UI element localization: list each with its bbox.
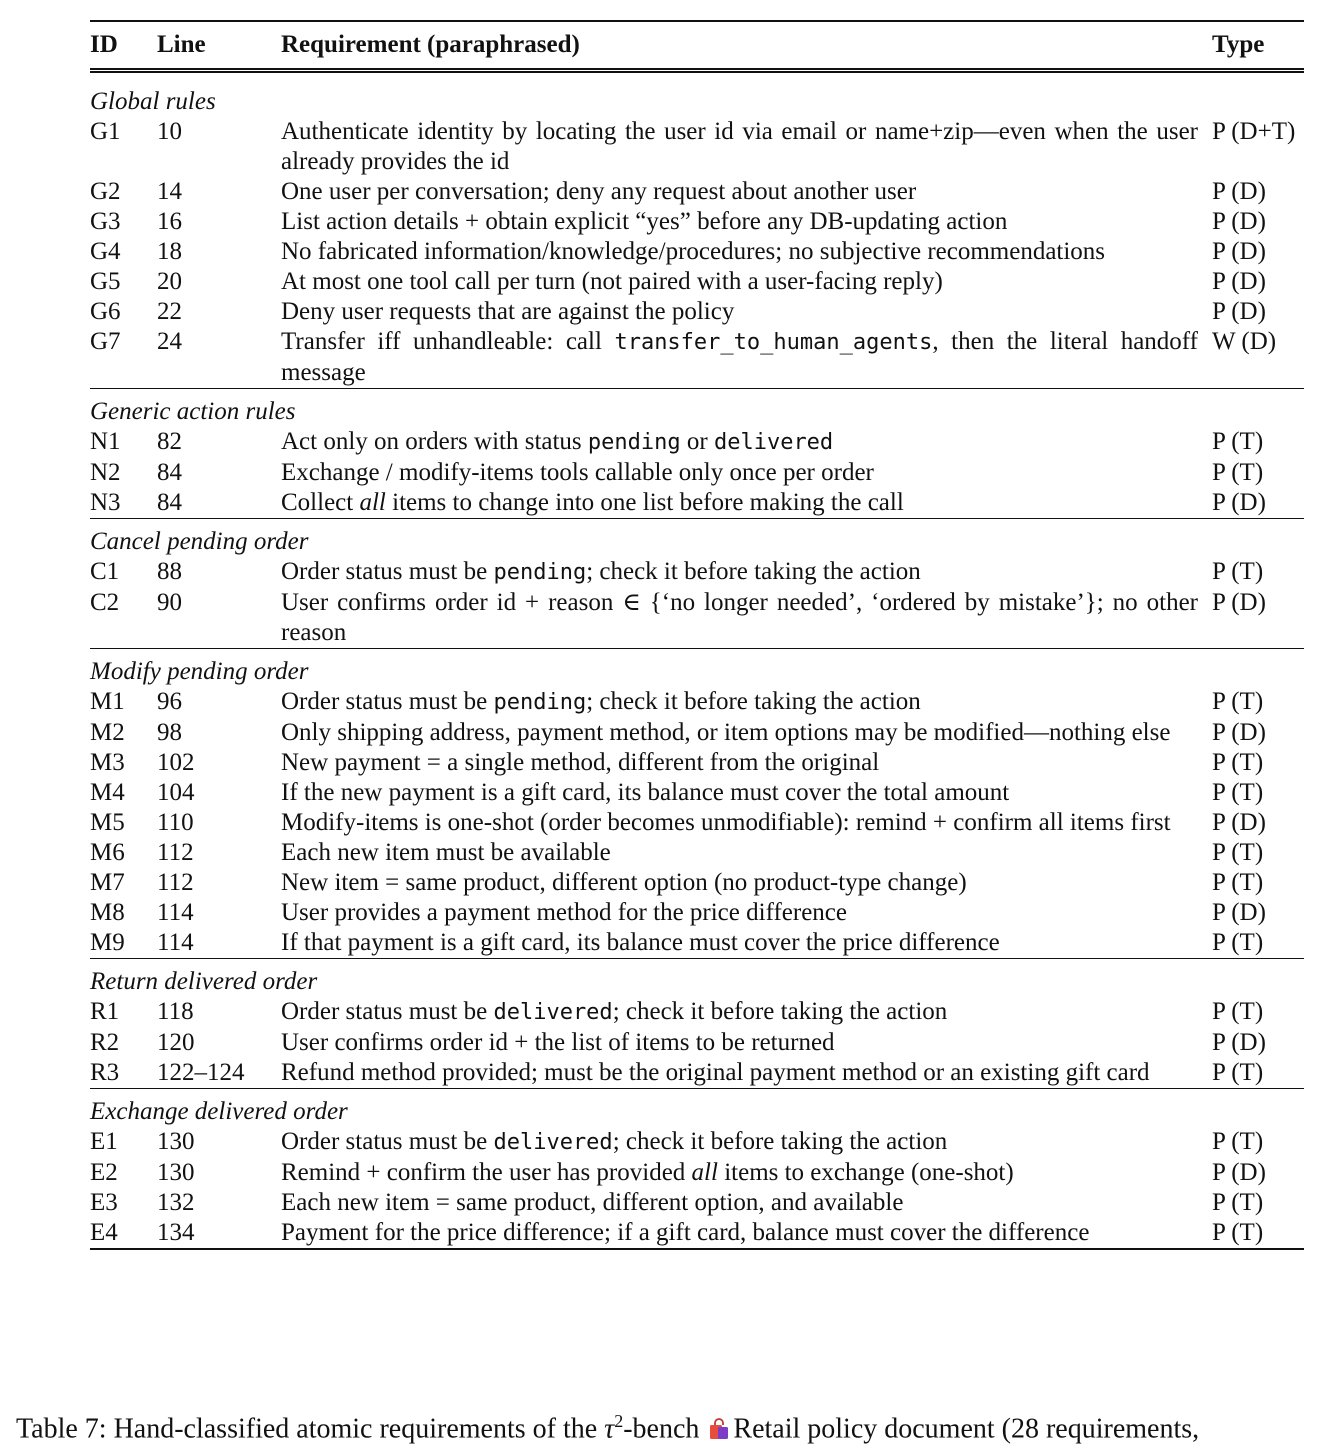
requirement-id: R2: [90, 1029, 120, 1056]
requirement-id: R1: [90, 998, 120, 1025]
requirement-line: 132: [157, 1189, 195, 1216]
requirement-line: 120: [157, 1029, 195, 1056]
caption-tau: τ: [604, 1413, 615, 1445]
table-row: [90, 1028, 1304, 1058]
requirement-text: [281, 297, 1212, 327]
requirement-type: P (D): [1212, 298, 1266, 325]
requirement-id: M6: [90, 839, 125, 866]
text-segment: Order status must be: [281, 688, 494, 715]
code-token: delivered: [493, 1000, 613, 1025]
requirement-line: 20: [157, 268, 182, 295]
text-segment: Each new item = same product, different option, and available: [281, 1189, 904, 1216]
requirement-id: M9: [90, 929, 125, 956]
requirement-line: 10: [157, 118, 182, 145]
text-segment: ; check it before taking the action: [612, 998, 948, 1025]
requirement-id: C2: [90, 589, 120, 616]
text-segment: Order status must be: [281, 998, 494, 1025]
table-section: [90, 649, 1304, 959]
text-segment: Collect: [281, 489, 360, 516]
requirement-id: E4: [90, 1218, 157, 1249]
requirement-type: P (T): [1212, 1128, 1264, 1155]
requirement-id: G1: [90, 118, 121, 145]
requirement-line: 110: [157, 809, 194, 836]
requirement-id: M3: [90, 749, 125, 776]
requirement-text: [281, 778, 1212, 808]
text-segment: ; check it before taking the action: [586, 688, 921, 715]
requirement-id: G2: [90, 178, 121, 205]
requirement-line: 84: [157, 489, 182, 516]
section-header-row: [90, 649, 1304, 688]
requirement-text: [281, 868, 1212, 898]
requirement-type: P (D): [1212, 1159, 1266, 1186]
text-segment: or: [680, 428, 714, 455]
requirement-line: 14: [157, 178, 182, 205]
requirement-type: P (D): [1212, 238, 1266, 265]
requirement-id: M5: [90, 809, 125, 836]
text-segment: No fabricated information/knowledge/procedures; no subjective recommendations: [281, 238, 1106, 265]
requirement-text: [281, 207, 1212, 237]
caption-text-post: Retail policy document (28 requirements,: [733, 1413, 1200, 1445]
requirement-line: 24: [157, 328, 182, 355]
requirement-type: P (D): [1212, 489, 1266, 516]
table-section: [90, 519, 1304, 649]
requirement-line: 130: [157, 1159, 195, 1186]
requirement-id: G3: [90, 208, 121, 235]
requirement-type: P (T): [1212, 929, 1264, 956]
requirement-type: P (D): [1212, 809, 1266, 836]
table-row: [90, 267, 1304, 297]
text-segment: Deny user requests that are against the policy: [281, 298, 735, 325]
requirement-text: [281, 1028, 1212, 1058]
table-row: [90, 808, 1304, 838]
text-segment: Order status must be: [281, 558, 494, 585]
caption-label: Table 7:: [16, 1413, 107, 1445]
text-segment: At most one tool call per turn (not paired with a user-facing reply): [281, 268, 943, 295]
requirement-text: [281, 427, 1212, 458]
requirement-id: G4: [90, 238, 121, 265]
table-row: [90, 997, 1304, 1028]
requirement-id: M1: [90, 688, 125, 715]
requirement-type: P (D): [1212, 178, 1266, 205]
requirement-line: 22: [157, 298, 182, 325]
requirement-text: [281, 928, 1212, 959]
section-header-row: [90, 519, 1304, 558]
requirement-line: 18: [157, 238, 182, 265]
caption-bench: -bench: [623, 1413, 700, 1445]
table-row: [90, 748, 1304, 778]
requirement-type: P (T): [1212, 998, 1264, 1025]
requirement-text: [281, 748, 1212, 778]
table-row: [90, 687, 1304, 718]
table-row: [90, 838, 1304, 868]
text-segment: Act only on orders with status: [281, 428, 588, 455]
requirement-id: G7: [90, 328, 121, 355]
table-row: [90, 177, 1304, 207]
requirement-text: [281, 557, 1212, 588]
table-section: [90, 1089, 1304, 1250]
caption-tau-sup: 2: [614, 1411, 624, 1431]
requirement-text: [281, 1158, 1212, 1188]
text-segment: Order status must be: [281, 1128, 494, 1155]
requirement-text: [281, 898, 1212, 928]
requirement-line: 134: [157, 1218, 281, 1249]
requirement-text: [281, 267, 1212, 297]
requirement-type: P (T): [1212, 839, 1264, 866]
requirement-id: G5: [90, 268, 121, 295]
text-segment: , then the literal handoff message: [281, 328, 1198, 386]
table-row: [90, 207, 1304, 237]
table-row: [90, 117, 1304, 177]
requirement-type: P (D+T): [1212, 118, 1296, 145]
requirement-line: 118: [157, 998, 194, 1025]
table-row: [90, 1058, 1304, 1089]
requirement-id: N2: [90, 459, 121, 486]
requirement-id: E3: [90, 1189, 118, 1216]
requirement-type: P (D): [1212, 719, 1266, 746]
requirement-type: P (T): [1212, 749, 1264, 776]
text-segment: Refund method provided; must be the original payment method or an existing gift card: [281, 1059, 1150, 1086]
text-segment: ; check it before taking the action: [586, 558, 921, 585]
requirement-type: P (D): [1212, 268, 1266, 295]
requirement-line: 82: [157, 428, 182, 455]
requirement-id: M7: [90, 869, 125, 896]
requirement-line: 102: [157, 749, 195, 776]
text-segment: Only shipping address, payment method, or item options may be modified—nothing else: [281, 719, 1171, 746]
requirement-text: [281, 1058, 1212, 1089]
header-type: Type: [1212, 21, 1304, 71]
section-title: Cancel pending order: [90, 519, 1304, 558]
requirement-text: [281, 997, 1212, 1028]
section-header-row: [90, 389, 1304, 428]
requirement-type: W (D): [1212, 328, 1277, 355]
requirement-line: 84: [157, 459, 182, 486]
text-segment: Each new item must be available: [281, 839, 611, 866]
text-segment: Transfer iff unhandleable: call: [281, 328, 615, 355]
code-token: delivered: [713, 430, 834, 455]
table-section: [90, 959, 1304, 1089]
table-row: [90, 297, 1304, 327]
section-title: Return delivered order: [90, 959, 1304, 998]
requirement-text: [281, 687, 1212, 718]
text-segment: Modify-items is one-shot (order becomes unmodifiable): remind + confirm all items first: [281, 809, 1171, 836]
code-token: pending: [493, 690, 587, 715]
requirement-type: P (D): [1212, 1029, 1266, 1056]
requirement-text: [281, 838, 1212, 868]
text-segment: User provides a payment method for the price difference: [281, 899, 847, 926]
code-token: pending: [587, 430, 681, 455]
requirement-text: [281, 177, 1212, 207]
section-title: Generic action rules: [90, 389, 1304, 428]
requirement-line: 90: [157, 589, 182, 616]
text-segment: List action details + obtain explicit “yes” before any DB-updating action: [281, 208, 1008, 235]
table-row: [90, 427, 1304, 458]
table-caption: [16, 1404, 1327, 1446]
text-segment: One user per conversation; deny any request about another user: [281, 178, 917, 205]
requirement-type: P (T): [1212, 688, 1264, 715]
requirement-id: E2: [90, 1159, 118, 1186]
requirement-id: R3: [90, 1059, 120, 1086]
text-segment: items to exchange (one-shot): [717, 1159, 1014, 1186]
requirement-line: 114: [157, 929, 194, 956]
section-header-row: [90, 71, 1304, 118]
requirement-text: [281, 458, 1212, 488]
requirement-id: M4: [90, 779, 125, 806]
text-segment: User confirms order id + reason ∈ {‘no longer needed’, ‘ordered by mistake’}; no other reason: [281, 589, 1198, 646]
caption-text-pre: Hand-classified atomic requirements of the: [113, 1413, 598, 1445]
table-row: [90, 327, 1304, 389]
table-row: [90, 1218, 1304, 1249]
code-token: transfer_to_human_agents: [614, 330, 933, 355]
table-row: [90, 588, 1304, 649]
requirement-text: [281, 808, 1212, 838]
requirement-id: C1: [90, 558, 120, 585]
requirement-line: 130: [157, 1128, 195, 1155]
section-title: Modify pending order: [90, 649, 1304, 688]
table-row: [90, 868, 1304, 898]
table-row: [90, 237, 1304, 267]
header-row: [90, 21, 1304, 71]
requirement-text: [281, 327, 1212, 389]
requirement-line: 112: [157, 869, 194, 896]
requirement-type: P (T): [1212, 428, 1264, 455]
requirement-type: P (T): [1212, 1059, 1264, 1086]
table-row: [90, 458, 1304, 488]
code-token: pending: [493, 560, 587, 585]
text-segment: If that payment is a gift card, its balance must cover the price difference: [281, 929, 1000, 956]
table-row: [90, 557, 1304, 588]
requirement-line: 98: [157, 719, 182, 746]
text-segment: New payment = a single method, different from the original: [281, 749, 880, 776]
text-segment: New item = same product, different option (no product-type change): [281, 869, 967, 896]
text-segment: User confirms order id + the list of items to be returned: [281, 1029, 835, 1056]
requirement-line: 104: [157, 779, 195, 806]
requirement-line: 16: [157, 208, 182, 235]
text-segment: items to change into one list before making the call: [385, 489, 904, 516]
requirement-type: P (T): [1212, 1189, 1264, 1216]
table-row: [90, 488, 1304, 519]
table-row: [90, 898, 1304, 928]
table-section: [90, 71, 1304, 389]
code-token: delivered: [493, 1130, 613, 1155]
requirement-line: 96: [157, 688, 182, 715]
requirement-text: [281, 1127, 1212, 1158]
requirement-type: P (D): [1212, 589, 1266, 616]
section-header-row: [90, 959, 1304, 998]
table-row: [90, 1127, 1304, 1158]
text-segment: ; check it before taking the action: [612, 1128, 948, 1155]
requirement-line: 122–124: [157, 1059, 245, 1086]
requirements-table: [90, 20, 1304, 1250]
section-header-row: [90, 1089, 1304, 1128]
shopping-bag-icon: [708, 1418, 730, 1440]
table-section: [90, 389, 1304, 519]
text-segment: Authenticate identity by locating the user id via email or name+zip—even when the user already provides the id: [281, 118, 1198, 175]
requirement-text: [281, 488, 1212, 519]
requirement-line: 112: [157, 839, 194, 866]
requirement-type: P (D): [1212, 899, 1266, 926]
requirement-text: [281, 117, 1212, 177]
header-requirement: Requirement (paraphrased): [281, 21, 1212, 71]
section-title: Global rules: [90, 88, 216, 115]
emphasis-text: all: [359, 489, 386, 516]
requirement-id: N1: [90, 428, 121, 455]
requirement-type: P (D): [1212, 208, 1266, 235]
requirement-id: N3: [90, 489, 121, 516]
requirement-type: P (T): [1212, 869, 1264, 896]
text-segment: Payment for the price difference; if a gift card, balance must cover the difference: [281, 1219, 1090, 1246]
text-segment: If the new payment is a gift card, its balance must cover the total amount: [281, 779, 1010, 806]
requirement-type: P (T): [1212, 1218, 1304, 1249]
requirement-id: M8: [90, 899, 125, 926]
requirement-type: P (T): [1212, 779, 1264, 806]
table-row: [90, 1158, 1304, 1188]
requirement-text: [281, 588, 1212, 649]
table-row: [90, 928, 1304, 959]
text-segment: Exchange / modify-items tools callable only once per order: [281, 459, 874, 486]
requirement-text: [281, 718, 1212, 748]
requirement-type: P (T): [1212, 558, 1264, 585]
requirement-text: [281, 237, 1212, 267]
requirement-type: P (T): [1212, 459, 1264, 486]
emphasis-text: all: [691, 1159, 718, 1186]
table-row: [90, 778, 1304, 808]
header-id: ID: [90, 21, 157, 71]
header-line: Line: [157, 21, 281, 71]
section-title: Exchange delivered order: [90, 1089, 1304, 1128]
table-row: [90, 1188, 1304, 1218]
requirement-line: 88: [157, 558, 182, 585]
requirement-id: E1: [90, 1128, 118, 1155]
table-row: [90, 718, 1304, 748]
requirement-line: 114: [157, 899, 194, 926]
requirement-id: G6: [90, 298, 121, 325]
requirement-text: [281, 1218, 1212, 1249]
requirement-id: M2: [90, 719, 125, 746]
text-segment: Remind + confirm the user has provided: [281, 1159, 692, 1186]
requirement-text: [281, 1188, 1212, 1218]
